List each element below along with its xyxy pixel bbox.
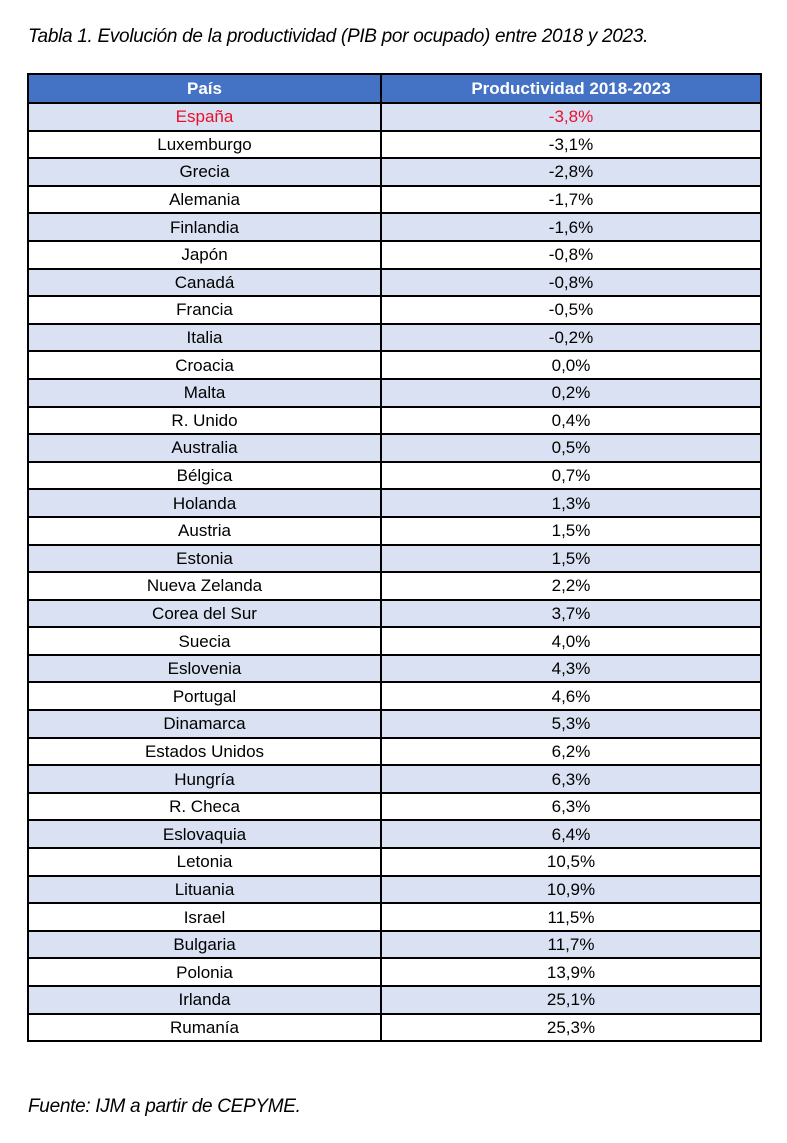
productivity-cell: -3,1% [381,131,761,159]
productivity-cell: 6,3% [381,793,761,821]
table-row [28,517,761,545]
table-row [28,131,761,159]
country-cell: Holanda [28,489,381,517]
country-cell: España [28,103,381,131]
productivity-cell: -3,8% [381,103,761,131]
table-row [28,682,761,710]
table-row [28,738,761,766]
table-row [28,931,761,959]
country-cell: Bulgaria [28,931,381,959]
table-row [28,820,761,848]
productivity-cell: -1,7% [381,186,761,214]
country-cell: Israel [28,903,381,931]
table-row [28,296,761,324]
table-row [28,572,761,600]
table-row [28,103,761,131]
country-cell: Corea del Sur [28,600,381,628]
country-cell: Estados Unidos [28,738,381,766]
country-cell: Bélgica [28,462,381,490]
table-row [28,765,761,793]
table-body [28,103,761,1041]
productivity-cell: 4,3% [381,655,761,683]
table-row [28,407,761,435]
table-row [28,324,761,352]
productivity-cell: 10,9% [381,876,761,904]
table-row [28,158,761,186]
productivity-cell: 2,2% [381,572,761,600]
productivity-cell: 0,2% [381,379,761,407]
country-cell: Hungría [28,765,381,793]
country-cell: Malta [28,379,381,407]
productivity-cell: 5,3% [381,710,761,738]
country-cell: Japón [28,241,381,269]
table-row [28,545,761,573]
country-cell: Finlandia [28,213,381,241]
country-cell: Francia [28,296,381,324]
country-cell: Luxemburgo [28,131,381,159]
productivity-cell: 4,0% [381,627,761,655]
table-row [28,434,761,462]
productivity-cell: -0,5% [381,296,761,324]
productivity-cell: 1,5% [381,545,761,573]
table-row [28,489,761,517]
table-row [28,958,761,986]
table-header-row [28,74,761,103]
productivity-cell: 25,3% [381,1014,761,1042]
productivity-cell: 10,5% [381,848,761,876]
productivity-cell: -0,2% [381,324,761,352]
column-header-productivity: Productividad 2018-2023 [381,74,761,103]
country-cell: Canadá [28,269,381,297]
country-cell: Eslovenia [28,655,381,683]
country-cell: Rumanía [28,1014,381,1042]
table-row [28,710,761,738]
table-row [28,379,761,407]
table-row [28,903,761,931]
country-cell: Dinamarca [28,710,381,738]
productivity-cell: 4,6% [381,682,761,710]
table-row [28,351,761,379]
productivity-cell: 0,7% [381,462,761,490]
productivity-cell: 13,9% [381,958,761,986]
country-cell: Alemania [28,186,381,214]
column-header-country: País [28,74,381,103]
country-cell: Lituania [28,876,381,904]
table-row [28,186,761,214]
productivity-table [27,73,762,1042]
country-cell: Croacia [28,351,381,379]
table-row [28,986,761,1014]
productivity-cell: 11,7% [381,931,761,959]
country-cell: Irlanda [28,986,381,1014]
table-row [28,241,761,269]
country-cell: Nueva Zelanda [28,572,381,600]
productivity-cell: 6,3% [381,765,761,793]
productivity-cell: 3,7% [381,600,761,628]
table-row [28,876,761,904]
productivity-cell: 6,4% [381,820,761,848]
country-cell: Italia [28,324,381,352]
productivity-cell: -0,8% [381,269,761,297]
productivity-cell: 0,5% [381,434,761,462]
productivity-cell: 1,3% [381,489,761,517]
table-caption: Tabla 1. Evolución de la productividad (PIB por ocupado) entre 2018 y 2023. [28,26,649,47]
table-row [28,1014,761,1042]
table-row [28,848,761,876]
source-note: Fuente: IJM a partir de CEPYME. [28,1096,301,1117]
country-cell: Austria [28,517,381,545]
country-cell: R. Unido [28,407,381,435]
table-row [28,269,761,297]
productivity-cell: -2,8% [381,158,761,186]
table-row [28,627,761,655]
country-cell: Australia [28,434,381,462]
table-row [28,793,761,821]
productivity-cell: 0,4% [381,407,761,435]
country-cell: Suecia [28,627,381,655]
productivity-cell: -1,6% [381,213,761,241]
productivity-cell: -0,8% [381,241,761,269]
table-row [28,655,761,683]
productivity-cell: 25,1% [381,986,761,1014]
productivity-cell: 6,2% [381,738,761,766]
productivity-cell: 11,5% [381,903,761,931]
country-cell: Eslovaquia [28,820,381,848]
country-cell: Polonia [28,958,381,986]
country-cell: Portugal [28,682,381,710]
table-row [28,600,761,628]
country-cell: Estonia [28,545,381,573]
table-row [28,213,761,241]
country-cell: Grecia [28,158,381,186]
table-row [28,462,761,490]
country-cell: R. Checa [28,793,381,821]
productivity-cell: 1,5% [381,517,761,545]
country-cell: Letonia [28,848,381,876]
productivity-cell: 0,0% [381,351,761,379]
